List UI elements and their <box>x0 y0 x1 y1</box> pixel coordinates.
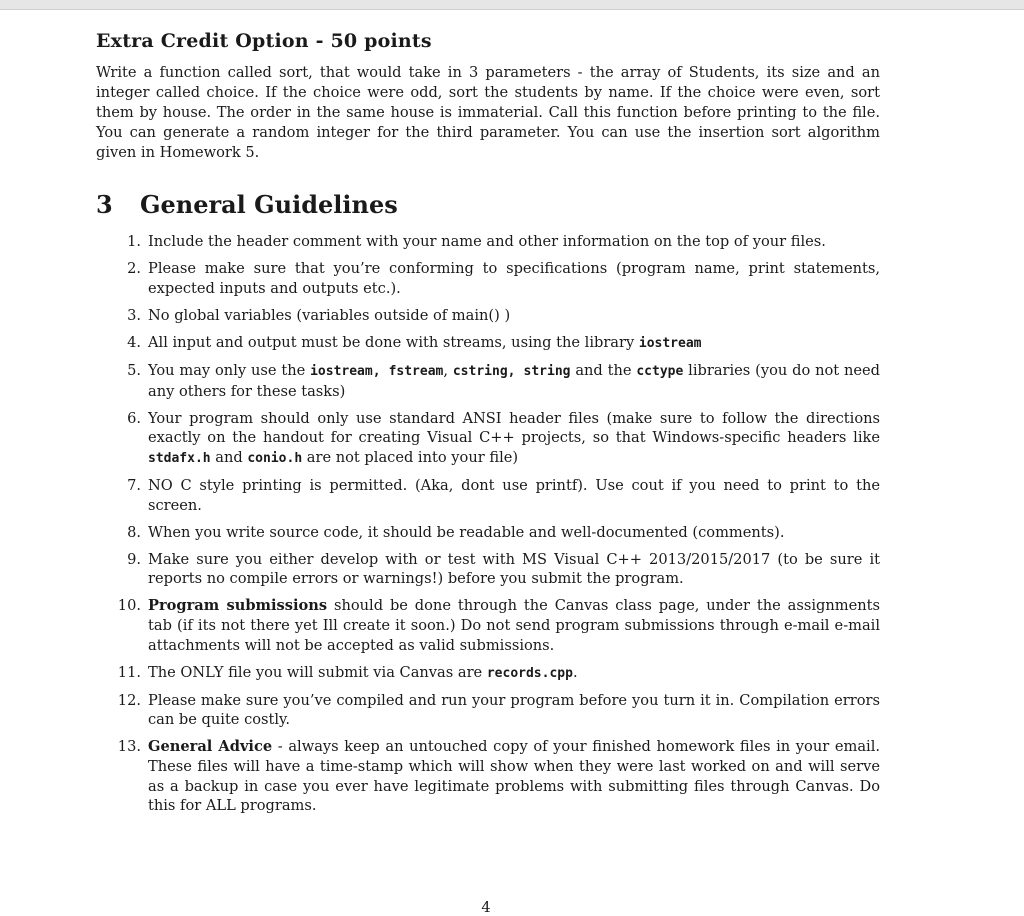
item-text: Make sure you either develop with or test with MS Visual C++ 2013/2015/2017 (to be sure it reports no compile errors or warnings!) before you submit the program. <box>148 550 880 588</box>
item-text: Include the header comment with your name and other information on the top of your files. <box>148 233 826 250</box>
viewer-top-bar <box>0 0 1024 10</box>
code-iostream: iostream <box>638 335 702 351</box>
item-number: 12. <box>117 691 141 709</box>
extra-credit-title: Extra Credit Option - 50 points <box>96 30 432 52</box>
item-text: You may only use the iostream, fstream, cstring, string and the cctype libraries (you do not need any others for these tasks) <box>148 361 880 400</box>
item-number: 1. <box>127 233 141 250</box>
item-text: All input and output must be done with streams, using the library iostream <box>148 333 702 351</box>
document-page <box>96 30 880 823</box>
item-number: 2. <box>127 260 141 278</box>
list-item <box>96 523 880 543</box>
list-item <box>96 259 880 298</box>
item-number: 9. <box>127 550 141 568</box>
section-number: 3 <box>96 190 113 219</box>
item-text: When you write source code, it should be readable and well-documented (comments). <box>148 523 785 541</box>
item-text: Please make sure that you’re conforming to specifications (program name, print statements, expected inputs and outputs etc.). <box>148 260 880 297</box>
item-text: The ONLY file you will submit via Canvas are records.cpp. <box>148 663 578 681</box>
list-item <box>96 663 880 684</box>
list-item <box>96 596 880 655</box>
item-number: 7. <box>127 476 141 494</box>
list-item <box>96 737 880 815</box>
list-item <box>96 476 880 515</box>
item-text: NO C style printing is permitted. (Aka, dont use printf). Use cout if you need to print to the screen. <box>148 476 880 514</box>
list-item <box>96 232 880 252</box>
item-number: 11. <box>117 663 141 681</box>
list-item <box>96 691 880 730</box>
item-text: Program submissions should be done through the Canvas class page, under the assignments tab (if its not there yet Ill create it soon.) Do not send program submissions through e-mail e-mail attachments will not be accepted as valid submissions. <box>148 597 880 654</box>
list-item <box>96 333 880 354</box>
item-number: 5. <box>127 361 141 379</box>
item-number: 10. <box>117 597 141 615</box>
page-number: 4 <box>481 899 491 916</box>
item-text: Your program should only use standard ANSI header files (make sure to follow the directions exactly on the handout for creating Visual C++ projects, so that Windows-specific headers like stdafx.h and conio.h are not placed into your file) <box>148 409 880 466</box>
list-item <box>96 361 880 401</box>
list-item <box>96 306 880 326</box>
list-item <box>96 550 880 589</box>
item-number: 8. <box>127 523 141 541</box>
item-text: Please make sure you’ve compiled and run your program before you turn it in. Compilation errors can be quite costly. <box>148 691 880 729</box>
item-number: 13. <box>117 738 141 756</box>
item-number: 3. <box>127 306 141 324</box>
section-heading <box>96 190 880 219</box>
item-text: General Advice - always keep an untouched copy of your finished homework files in your email. These files will have a time-stamp which will show when they were last worked on and will serve as a backup in case you ever have legitimate problems with submitting files through Canvas. Do this for ALL programs. <box>148 738 880 815</box>
guidelines-list <box>96 232 880 816</box>
list-item <box>96 409 880 469</box>
item-number: 4. <box>127 333 141 351</box>
extra-credit-paragraph: Write a function called sort, that would take in 3 parameters - the array of Students, its size and an integer called choice. If the choice were odd, sort the students by name. If the choice were even, sort them by house. The order in the same house is immaterial. Call this function before printing to the file. You can generate a random integer for the third parameter. You can use the insertion sort algorithm given in Homework 5. <box>96 64 880 161</box>
item-text: No global variables (variables outside of main() ) <box>148 306 511 324</box>
section-title: General Guidelines <box>140 190 398 219</box>
item-number: 6. <box>127 409 141 427</box>
